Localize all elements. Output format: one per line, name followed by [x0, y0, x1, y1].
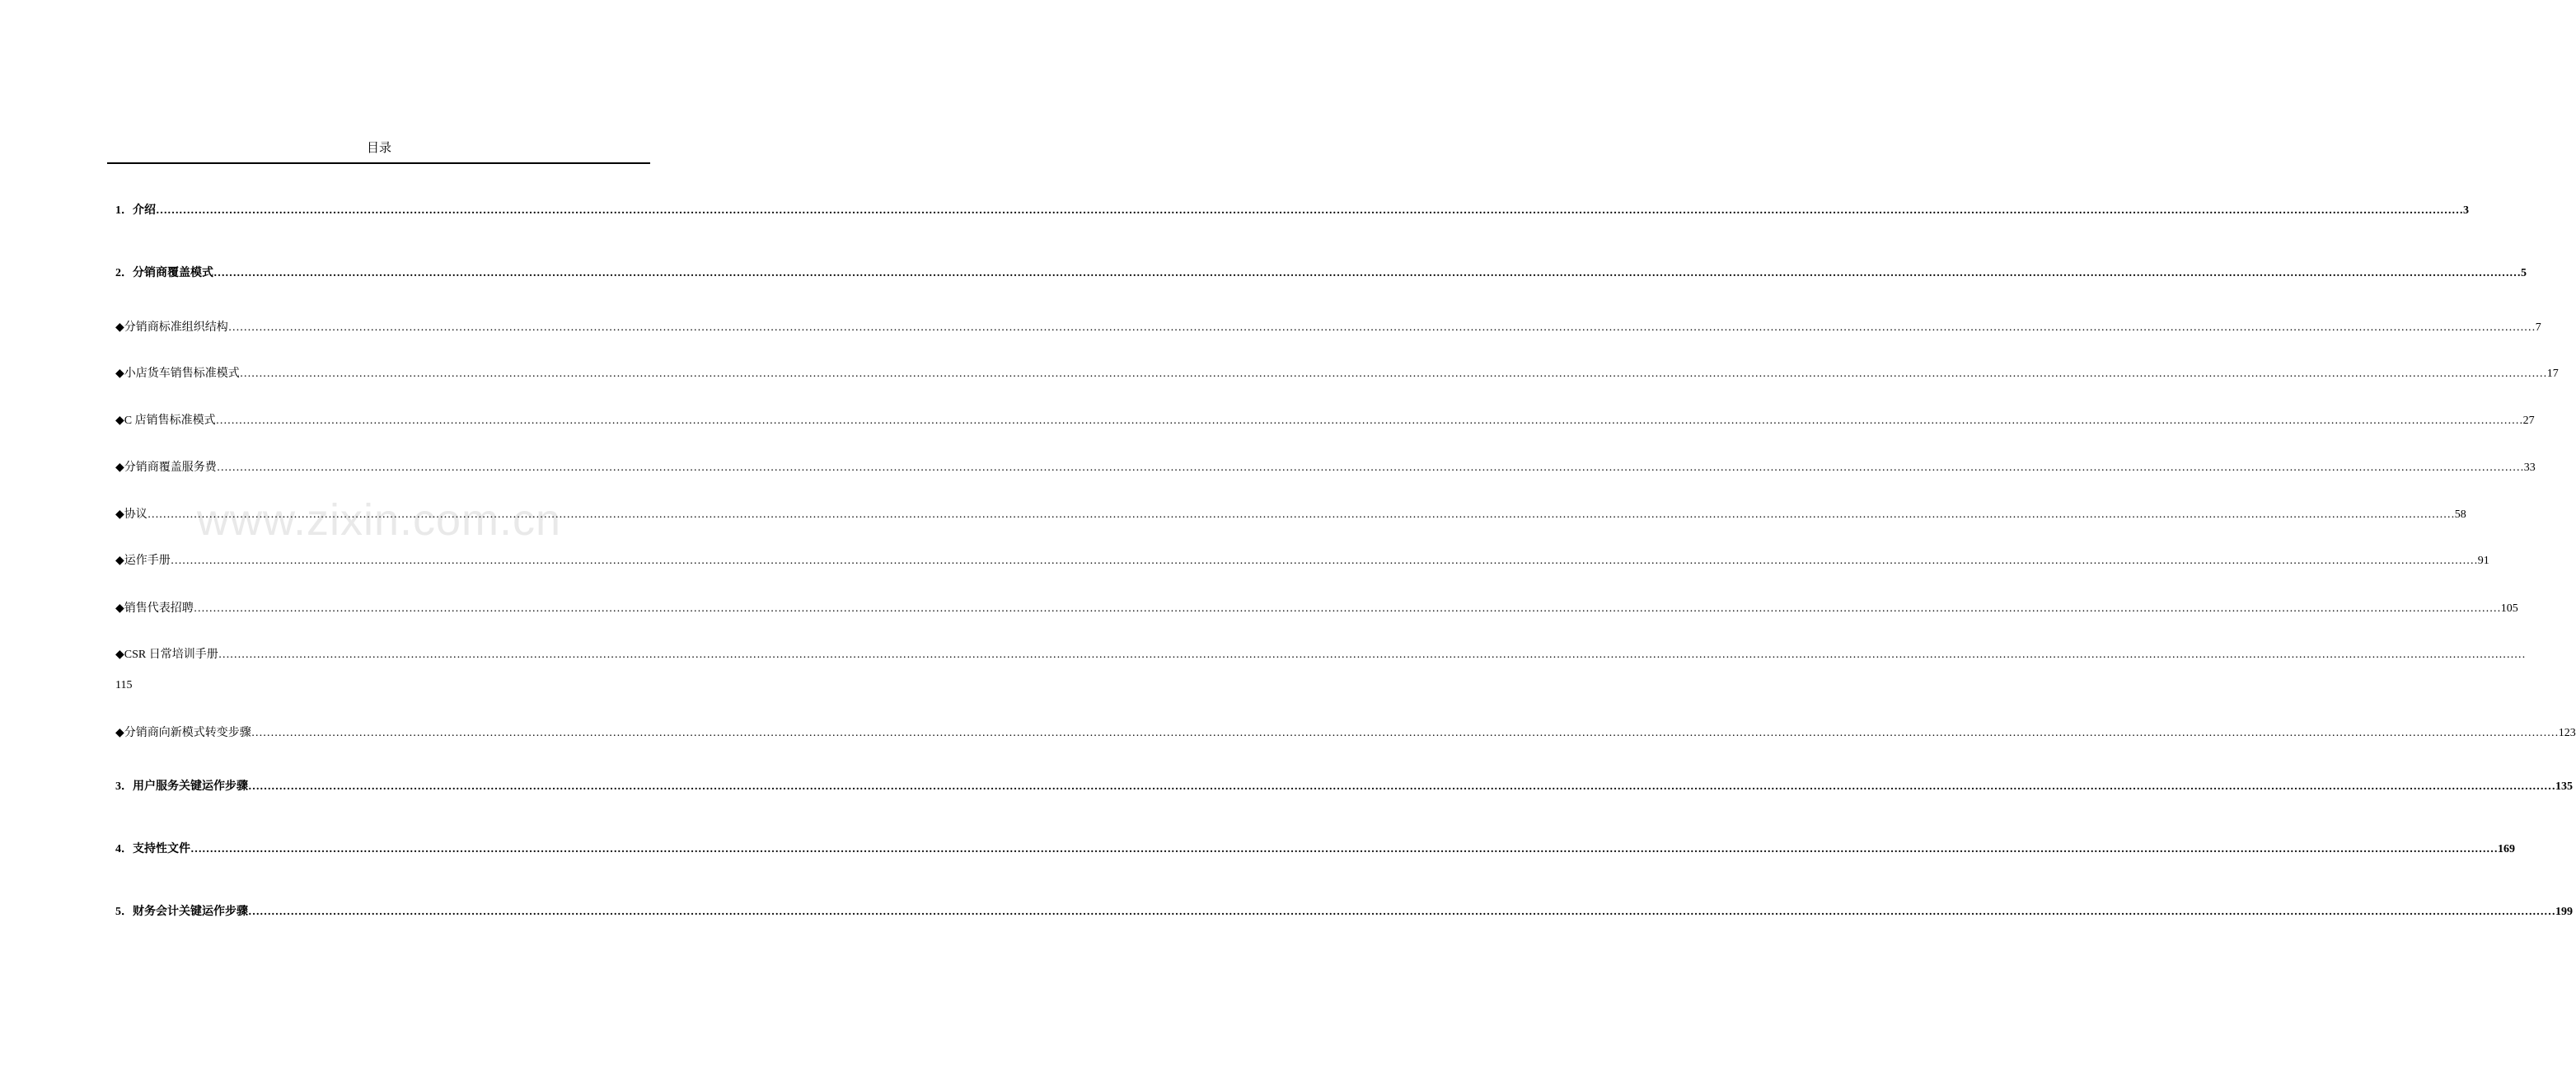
toc-entry-label: 2．分销商覆盖模式 — [115, 267, 213, 279]
toc-entry-page: 169 — [2498, 843, 2515, 855]
toc-leader-dots: …………………………………………………………………………………………………………………………………………………………………………………………………………………………………………………………………………………………………………………………………………………………………………………………………………………………………………………………………………………………………………………………………………………… — [248, 780, 2555, 793]
toc-subentry[interactable] — [115, 508, 2466, 522]
toc-leader-dots: …………………………………………………………………………………………………………………………………………………………………………………………………………………………………………………………………………………………………………………………………………………………………………………………………………………………………………………………………………………………………………………………………………………… — [170, 555, 2478, 567]
toc-entry-page: 17 — [2546, 368, 2559, 380]
page-title: 目录 — [366, 142, 391, 155]
toc-entry-3[interactable] — [115, 780, 2573, 794]
toc-entry-label: 5．财务会计关键运作步骤 — [115, 906, 248, 918]
watermark: www.zixin.com.cn — [196, 495, 562, 545]
toc-subentry[interactable] — [115, 602, 2518, 616]
toc-entry-label: 1．介绍 — [115, 204, 156, 217]
toc-subentry[interactable] — [115, 367, 2559, 382]
toc-entry-page: 5 — [2521, 267, 2527, 279]
toc-leader-dots: …………………………………………………………………………………………………………………………………………………………………………………………………………………………………………………………………………………………………………………………………………………………………………………………………………………………………………………………………………………………………………………………………………………… — [248, 906, 2555, 918]
toc-entry-label: ◆小店货车销售标准模式 — [115, 368, 240, 380]
toc-entry-label: ◆协议 — [115, 508, 148, 521]
toc-entry-page: 33 — [2523, 462, 2536, 474]
toc-entry-label: ◆销售代表招聘 — [115, 602, 194, 615]
toc-entry-2[interactable] — [115, 266, 2527, 281]
toc-entry-page: 115 — [115, 679, 133, 691]
toc-entry-label: 4．支持性文件 — [115, 843, 190, 855]
toc-entry-page: 91 — [2477, 555, 2489, 567]
toc-leader-dots: …………………………………………………………………………………………………………………………………………………………………………………………………………………………………………………………………………………………………………………………………………………………………………………………………………………………………………………………………………………………………………………………………………………… — [251, 727, 2559, 739]
toc-entry-label: ◆CSR 日常培训手册 — [115, 649, 218, 661]
toc-entry-label: 3．用户服务关键运作步骤 — [115, 780, 248, 793]
toc-entry-label: ◆分销商标准组织结构 — [115, 321, 228, 334]
toc-leader-dots: …………………………………………………………………………………………………………………………………………………………………………………………………………………………………………………………………………………………………………………………………………………………………………………………………………………………………………………………………………………………………………………………………………………… — [215, 415, 2523, 427]
toc-entry-label: ◆分销商向新模式转变步骤 — [115, 727, 251, 739]
toc-entry-page: 105 — [2500, 602, 2518, 615]
toc-entry-page: 3 — [2463, 204, 2469, 217]
toc-entry-label: ◆运作手册 — [115, 555, 171, 567]
toc-leader-dots: …………………………………………………………………………………………………………………………………………………………………………………………………………………………………………………………………………………………………………………………………………………………………………………………………………………………………………………………………………………………………………………………………………………… — [216, 462, 2524, 474]
toc-leader-dots: …………………………………………………………………………………………………………………………………………………………………………………………………………………………………………………………………………………………………………………………………………………………………………………………………………………………………………………………………………………………………………………………………………………… — [190, 843, 2498, 855]
toc-subentry[interactable] — [115, 461, 2536, 476]
toc-entry-page: 27 — [2522, 415, 2535, 427]
toc-leader-dots: …………………………………………………………………………………………………………………………………………………………………………………………………………………………………………………………………………………………………………………………………………………………………………………………………………………………………………………………………………………………………………………………………………………… — [227, 321, 2536, 334]
toc-leader-dots: …………………………………………………………………………………………………………………………………………………………………………………………………………………………………………………………………………………………………………………………………………………………………………………………………………………………………………………………………………………………………………………………………………………… — [156, 204, 2463, 217]
title-underline — [107, 162, 650, 164]
toc-entry-page: 123 — [2558, 727, 2576, 739]
toc-leader-dots: …………………………………………………………………………………………………………………………………………………………………………………………………………………………………………………………………………………………………………………………………………………………………………………………………………………………………………………………………………………………………………………………………………………… — [147, 508, 2455, 521]
toc-subentry[interactable] — [115, 726, 2576, 741]
toc-entry-1[interactable] — [115, 204, 2469, 218]
toc-subentry[interactable] — [115, 554, 2489, 569]
toc-entry-5[interactable] — [115, 905, 2573, 920]
toc-entry-page: 135 — [2555, 780, 2573, 793]
toc-entry-4[interactable] — [115, 842, 2515, 857]
toc-leader-dots: …………………………………………………………………………………………………………………………………………………………………………………………………………………………………………………………………………………………………………………………………………………………………………………………………………………………………………………………………………………………………………………………………………………… — [239, 368, 2547, 380]
toc-leader-dots: …………………………………………………………………………………………………………………………………………………………………………………………………………………………………………………………………………………………………………………………………………………………………………………………………………………………………………………………………………………………………………………………………………………… — [193, 602, 2501, 615]
toc-subentry[interactable] — [115, 648, 2526, 663]
toc-subentry[interactable] — [115, 414, 2535, 429]
toc-subentry[interactable] — [115, 321, 2541, 335]
toc-entry-page: 199 — [2555, 906, 2573, 918]
toc-leader-dots: …………………………………………………………………………………………………………………………………………………………………………………………………………………………………………………………………………………………………………………………………………………………………………………………………………………………………………………………………………………………………………………………………………………… — [213, 267, 2521, 279]
toc-entry-page: 58 — [2454, 508, 2466, 521]
toc-entry-label: ◆C 店销售标准模式 — [115, 415, 216, 427]
toc-entry-page: 7 — [2535, 321, 2541, 334]
toc-entry-label: ◆分销商覆盖服务费 — [115, 462, 217, 474]
toc-leader-dots: …………………………………………………………………………………………………………………………………………………………………………………………………………………………………………………………………………………………………………………………………………………………………………………………………………………………………………………………………………………………………………………………………………………… — [218, 649, 2526, 661]
